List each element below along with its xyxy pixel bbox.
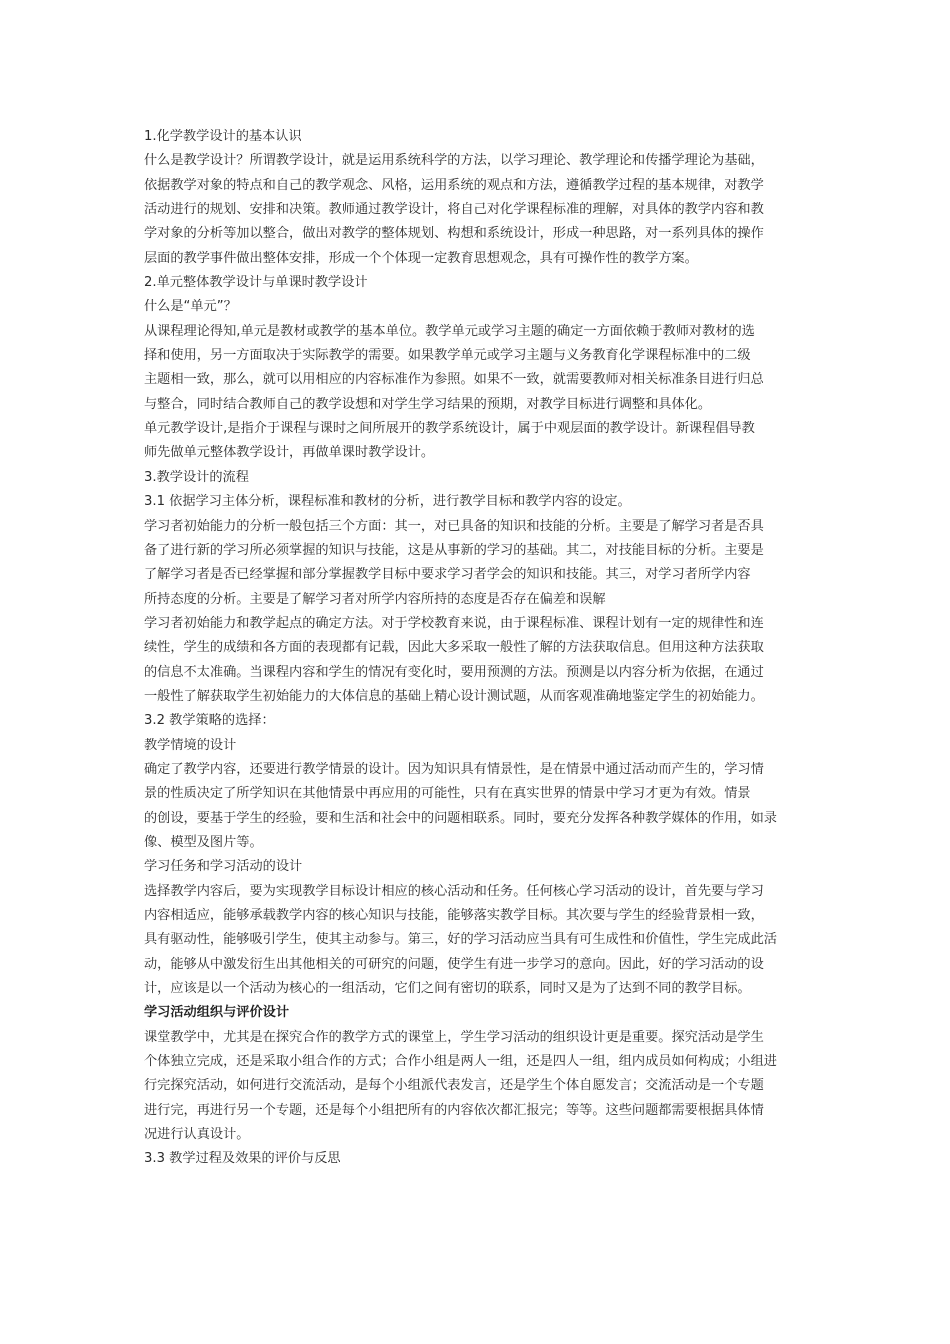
text-line: 动，能够从中激发衍生出其他相关的可研究的问题，使学生有进一步学习的意向。因此，好的学习活动的设 [144, 956, 764, 972]
text-line: 具有驱动性，能够吸引学生，使其主动参与。第三，好的学习活动应当具有可生成性和价值性，学生完成此活 [144, 932, 777, 948]
text-line: 主题相一致，那么，就可以用相应的内容标准作为参照。如果不一致，就需要教师对相关标准条目进行归总 [144, 372, 764, 388]
text-line: 的创设，要基于学生的经验，要和生活和社会中的问题相联系。同时，要充分发挥各种教学媒体的作用，如录 [144, 810, 777, 826]
text-line: 什么是“单元”？ [144, 299, 237, 315]
text-line: 3.1 依据学习主体分析，课程标准和教材的分析，进行教学目标和教学内容的设定。 [144, 494, 631, 510]
text-line: 单元教学设计,是指介于课程与课时之间所展开的教学系统设计，属于中观层面的教学设计。新课程倡导教 [144, 421, 755, 437]
text-line: 学习者初始能力和教学起点的确定方法。对于学校教育来说，由于课程标准、课程计划有一定的规律性和连 [144, 615, 764, 631]
text-line: 个体独立完成，还是采取小组合作的方式；合作小组是两人一组，还是四人一组，组内成员如何构成；小组进 [144, 1054, 777, 1070]
text-line: 师先做单元整体教学设计，再做单课时教学设计。 [144, 445, 435, 461]
text-line: 行完探究活动，如何进行交流活动，是每个小组派代表发言，还是学生个体自愿发言；交流活动是一个专题 [144, 1078, 764, 1094]
text-line: 学习任务和学习活动的设计 [144, 859, 303, 875]
text-line: 3.2 教学策略的选择： [144, 713, 275, 729]
text-line: 了解学习者是否已经掌握和部分掌握教学目标中要求学习者学会的知识和技能。其三，对学习者所学内容 [144, 567, 751, 583]
text-line: 学对象的分析等加以整合，做出对教学的整体规划、构想和系统设计，形成一种思路，对一系列具体的操作 [144, 226, 764, 242]
text-line: 一般性了解获取学生初始能力的大体信息的基础上精心设计测试题，从而客观准确地鉴定学生的初始能力。 [144, 688, 764, 704]
text-line: 续性，学生的成绩和各方面的表现都有记载，因此大多采取一般性了解的方法获取信息。但用这种方法获取 [144, 640, 764, 656]
text-line: 什么是教学设计？所谓教学设计，就是运用系统科学的方法，以学习理论、教学理论和传播学理论为基础， [144, 153, 764, 169]
text-line: 依据教学对象的特点和自己的教学观念、风格，运用系统的观点和方法，遵循教学过程的基本规律，对教学 [144, 177, 764, 193]
text-line: 进行完，再进行另一个专题，还是每个小组把所有的内容依次都汇报完；等等。这些问题都需要根据具体情 [144, 1102, 764, 1118]
document-body [144, 125, 812, 1172]
text-line: 3.教学设计的流程 [144, 469, 249, 485]
text-line: 学习者初始能力的分析一般包括三个方面：其一，对已具备的知识和技能的分析。主要是了解学习者是否具 [144, 518, 764, 534]
text-line: 活动进行的规划、安排和决策。教师通过教学设计，将自己对化学课程标准的理解，对具体的教学内容和教 [144, 202, 764, 218]
text-line: 与整合，同时结合教师自己的教学设想和对学生学习结果的预期，对教学目标进行调整和具体化。 [144, 396, 712, 412]
text-line: 教学情境的设计 [144, 737, 237, 753]
text-line: 所持态度的分析。主要是了解学习者对所学内容所持的态度是否存在偏差和误解 [144, 591, 606, 607]
text-line: 从课程理论得知,单元是教材或教学的基本单位。教学单元或学习主题的确定一方面依赖于教师对教材的选 [144, 323, 755, 339]
text-line: 层面的教学事件做出整体安排，形成一个个体现一定教育思想观念，具有可操作性的教学方案。 [144, 250, 698, 266]
text-line: 择和使用，另一方面取决于实际教学的需要。如果教学单元或学习主题与义务教育化学课程标准中的二级 [144, 348, 751, 364]
text-line: 2.单元整体教学设计与单课时教学设计 [144, 275, 368, 291]
section-heading: 学习活动组织与评价设计 [144, 1005, 290, 1021]
text-line: 备了进行新的学习所必须掌握的知识与技能，这是从事新的学习的基础。其二，对技能目标的分析。主要是 [144, 542, 764, 558]
text-line: 3.3 教学过程及效果的评价与反思 [144, 1151, 341, 1167]
text-line: 的信息不太准确。当课程内容和学生的情况有变化时，要用预测的方法。预测是以内容分析为依据，在通过 [144, 664, 764, 680]
text-line: 景的性质决定了所学知识在其他情景中再应用的可能性，只有在真实世界的情景中学习才更为有效。情景 [144, 786, 751, 802]
text-line: 选择教学内容后，要为实现教学目标设计相应的核心活动和任务。任何核心学习活动的设计，首先要与学习 [144, 883, 764, 899]
text-line: 1.化学教学设计的基本认识 [144, 129, 302, 144]
text-line: 确定了教学内容，还要进行教学情景的设计。因为知识具有情景性，是在情景中通过活动而产生的，学习情 [144, 761, 764, 777]
text-line: 像、模型及图片等。 [144, 834, 263, 850]
text-line: 内容相适应，能够承载教学内容的核心知识与技能，能够落实教学目标。其次要与学生的经验背景相一致， [144, 908, 764, 923]
text-line: 计，应该是以一个活动为核心的一组活动，它们之间有密切的联系，同时又是为了达到不同的教学目标。 [144, 981, 751, 997]
text-line: 课堂教学中，尤其是在探究合作的教学方式的课堂上，学生学习活动的组织设计更是重要。探究活动是学生 [144, 1029, 764, 1045]
text-line: 况进行认真设计。 [144, 1127, 250, 1143]
